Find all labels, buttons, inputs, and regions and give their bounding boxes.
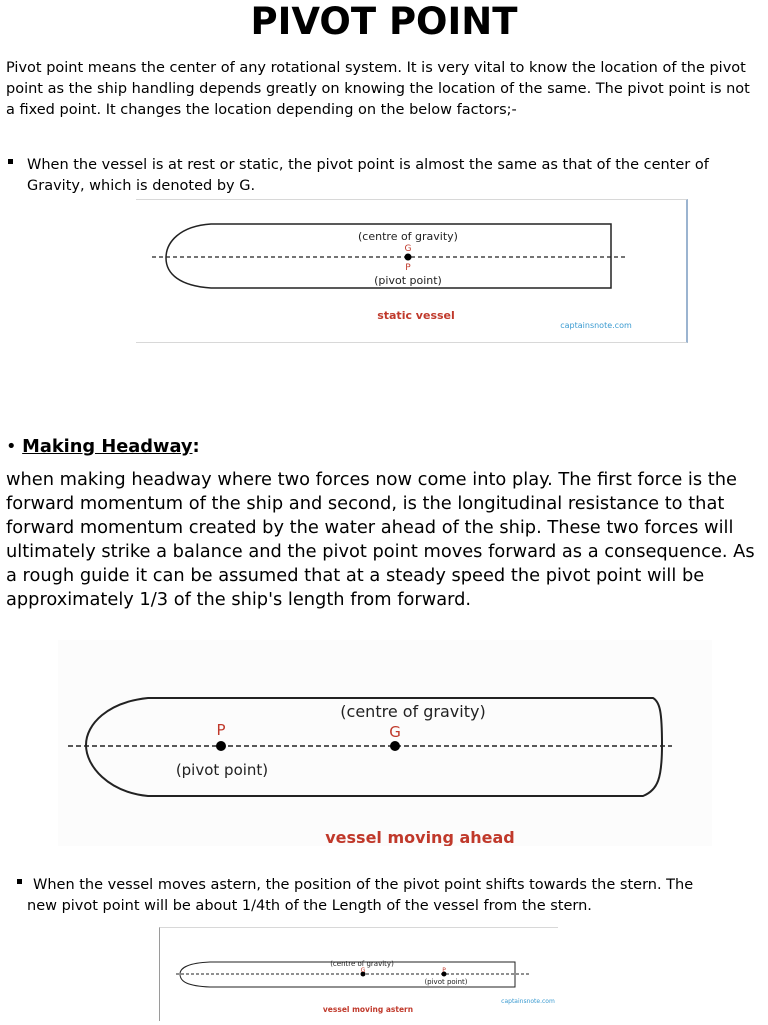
g-marker-label: G [360, 967, 366, 974]
figure-caption: static vessel [377, 309, 455, 322]
pivot-point-label: (pivot point) [424, 978, 468, 986]
center-point-marker [405, 254, 412, 261]
static-vessel-diagram [136, 200, 686, 342]
bullet-astern-text [33, 875, 763, 896]
cog-label: (centre of gravity) [330, 960, 394, 968]
figure-vessel-moving-astern [159, 927, 558, 1021]
pivot-point-label: (pivot point) [374, 274, 442, 287]
square-bullet-icon [8, 159, 13, 164]
page-title: PIVOT POINT [250, 0, 518, 43]
headway-line: when making headway where two forces now come into play. The first force is the [6, 469, 737, 490]
figure-vessel-moving-ahead [58, 640, 712, 846]
figure-caption: vessel moving astern [322, 1005, 414, 1014]
round-bullet-icon: • [6, 436, 17, 457]
pivot-point-label: (pivot point) [175, 761, 269, 779]
intro-paragraph: Pivot point means the center of any rotational system. It is very vital to know the location of the pivot point as the ship handling depends greatly on knowing the location of the same. The pivot point is not a fixed point. It changes the location depending on the below factors;- [6, 60, 750, 118]
cog-label: (centre of gravity) [358, 230, 458, 243]
headway-line: forward momentum created by the water ahead of the ship. These two forces will [6, 517, 734, 538]
bullet-astern-line1: When the vessel moves astern, the position of the pivot point shifts towards the stern. The [33, 877, 694, 893]
p-marker-label: P [216, 721, 226, 739]
bullet-static-line1: When the vessel is at rest or static, the pivot point is almost the same as that of the center of [27, 157, 709, 173]
bullet-static-text [27, 155, 767, 197]
g-marker-label: G [404, 244, 412, 254]
headway-paragraph [6, 468, 766, 612]
headway-heading-line [6, 435, 200, 459]
bullet-astern-text-2 [27, 896, 757, 917]
headway-line: forward momentum of the ship and second, is the longitudinal resistance to that [6, 493, 725, 514]
moving-ahead-diagram [58, 640, 712, 846]
cog-marker [390, 741, 400, 751]
headway-heading: Making Headway [22, 436, 193, 457]
p-marker-label: P [405, 263, 411, 273]
cog-label: (centre of gravity) [340, 702, 486, 721]
headway-line: a rough guide it can be assumed that at a steady speed the pivot point will be [6, 565, 705, 586]
square-bullet-icon [17, 879, 22, 884]
figure-caption: vessel moving ahead [325, 828, 515, 846]
headway-colon: : [192, 436, 200, 457]
headway-line: approximately 1/3 of the ship's length from forward. [6, 589, 472, 610]
bullet-astern-line2: new pivot point will be about 1/4th of the Length of the vessel from the stern. [27, 898, 592, 914]
p-marker-label: P [442, 967, 446, 974]
figure-static-vessel [136, 199, 688, 343]
g-marker-label: G [389, 723, 401, 741]
bullet-static-line2: Gravity, which is denoted by G. [27, 178, 256, 194]
moving-astern-diagram [160, 928, 558, 1021]
pivot-point-marker [216, 741, 226, 751]
figure-credit: captainsnote.com [501, 998, 555, 1005]
headway-line: ultimately strike a balance and the pivot point moves forward as a consequence. As [6, 541, 755, 562]
figure-credit: captainsnote.com [560, 321, 632, 330]
